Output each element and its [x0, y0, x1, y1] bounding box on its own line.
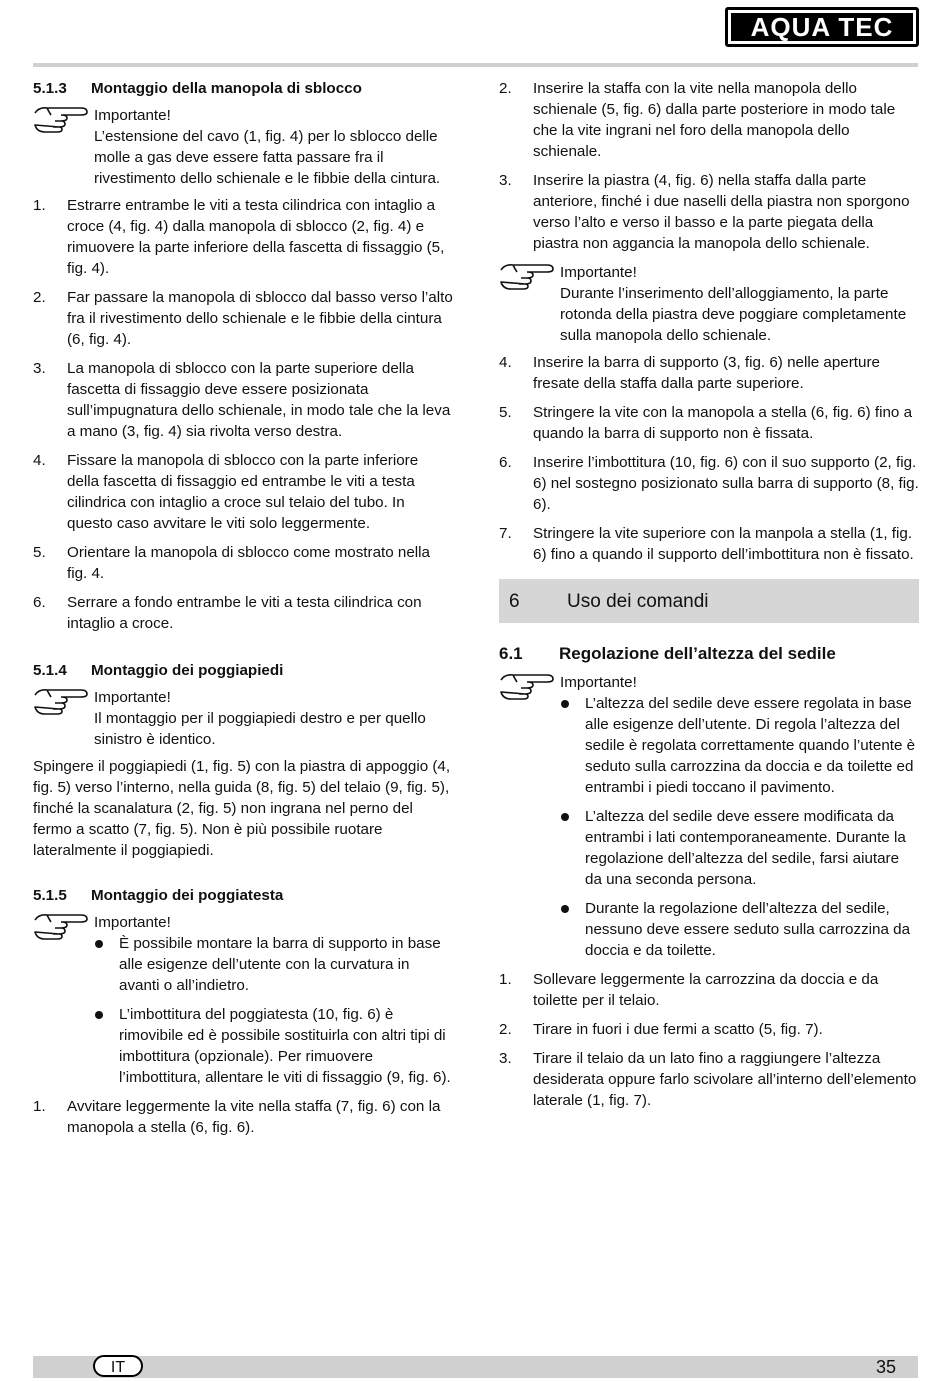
list-item: [33, 592, 453, 634]
list-item: [499, 969, 919, 1011]
step-text: Stringere la vite superiore con la manpola a stella (1, fig. 6) fino a quando il supporto dell’imbottitura non è fissato.: [533, 525, 914, 563]
section-6-1-heading: [499, 643, 919, 664]
list-item: [499, 1048, 919, 1111]
important-label: Importante!: [94, 689, 171, 706]
important-note: [499, 262, 919, 346]
step-text: Orientare la manopola di sblocco come mostrato nella fig. 4.: [67, 544, 430, 582]
pointing-hand-icon: [33, 103, 89, 133]
step-text: Avvitare leggermente la vite nella staffa (7, fig. 6) con la manopola a stella (6, fig. 6).: [67, 1098, 441, 1136]
step-number: 3.: [499, 172, 512, 189]
list-item: [499, 170, 919, 254]
step-number: 6.: [33, 594, 46, 611]
pointing-hand-icon: [499, 260, 555, 290]
step-number: 1.: [33, 197, 46, 214]
step-text: Sollevare leggermente la carrozzina da doccia e da toilette per il telaio.: [533, 971, 879, 1009]
step-text: Inserire la staffa con la vite nella manopola dello schienale (5, fig. 6) dalla parte posteriore in modo tale che la vite ingrani nel foro della manopola dello schienale.: [533, 80, 896, 160]
step-text: Inserire la barra di supporto (3, fig. 6) nelle aperture fresate della staffa dalla parte superiore.: [533, 354, 880, 392]
list-item: È possibile montare la barra di supporto in base alle esigenze dell’utente con la curvatura in avanti o all’indietro.: [94, 933, 453, 996]
step-text: Tirare in fuori i due fermi a scatto (5, fig. 7).: [533, 1021, 823, 1038]
section-5-1-4-heading: [33, 660, 453, 681]
section-number: 5.1.4: [33, 662, 67, 679]
list-item: [499, 402, 919, 444]
note-text: Il montaggio per il poggiapiedi destro e per quello sinistro è identico.: [94, 710, 426, 748]
pointing-hand-icon: [499, 670, 555, 700]
steps-list: [33, 195, 453, 634]
bullet-list: [94, 933, 453, 1088]
step-number: 5.: [499, 404, 512, 421]
list-item: [33, 542, 453, 584]
important-note: [33, 105, 453, 189]
section-5-1-5-heading: [33, 885, 453, 906]
section-title: Regolazione dell’altezza del sedile: [559, 644, 836, 663]
list-item: [33, 287, 453, 350]
step-number: 2.: [33, 289, 46, 306]
aquatec-logo: [725, 7, 919, 47]
section-title: Montaggio dei poggiapiedi: [91, 662, 284, 679]
list-item: [33, 450, 453, 534]
list-item: [33, 195, 453, 279]
paragraph: Spingere il poggiapiedi (1, fig. 5) con la piastra di appoggio (4, fig. 5) verso l’interno, nella guida (8, fig. 5) del telaio (9, fig. 5), finché la scanalatura (2, fig. 5) non ingrana nel perno del fermo a scatto (7, fig. 5). Non è più possibile ruotare lateralmente il poggiapiedi.: [33, 758, 451, 859]
important-label: Importante!: [94, 107, 171, 124]
chapter-number: 6: [509, 590, 520, 612]
list-item: L’altezza del sedile deve essere modificata da entrambi i lati contemporaneamente. Durante la regolazione dell’altezza del sedile, farsi aiutare da una seconda persona.: [560, 806, 919, 890]
list-item: [499, 352, 919, 394]
step-text: Inserire l’imbottitura (10, fig. 6) con il suo supporto (2, fig. 6) nel sostegno posizionato sulla barra di supporto (8, fig. 6).: [533, 454, 919, 513]
list-item: L’altezza del sedile deve essere regolata in base alle esigenze dell’utente. Di regola l’altezza del sedile è regolata correttamente quando l’utente è seduto sulla carrozzina da doccia e da toilette ed entrambi i piedi toccano il pavimento.: [560, 693, 919, 798]
section-5-1-3-heading: [33, 78, 453, 99]
section-number: 5.1.5: [33, 887, 67, 904]
important-note: [33, 912, 453, 1088]
important-note: [33, 687, 453, 750]
step-number: 4.: [33, 452, 46, 469]
step-text: La manopola di sblocco con la parte superiore della fascetta di fissaggio deve essere posizionata sull’impugnatura dello schienale, in modo tale che la leva a mano (3, fig. 4) sia rivolta verso destra.: [67, 360, 451, 440]
step-number: 3.: [33, 360, 46, 377]
right-column: [499, 78, 919, 1119]
bullet-list: [560, 693, 919, 961]
step-text: Estrarre entrambe le viti a testa cilindrica con intaglio a croce (4, fig. 4) dalla manopola di sblocco (2, fig. 4) e rimuovere la parte inferiore della fascetta di fissaggio (5, fig. 4).: [67, 197, 445, 277]
step-number: 1.: [33, 1098, 46, 1115]
list-item: [33, 358, 453, 442]
step-number: 5.: [33, 544, 46, 561]
footer-bar: [33, 1356, 918, 1378]
chapter-title: Uso dei comandi: [567, 590, 709, 612]
step-text: Inserire la piastra (4, fig. 6) nella staffa dalla parte anteriore, finché i due naselli della piastra non sporgono verso l’alto e verso il basso e la parte piegata della piastra non aggancia la manopola dello schienale.: [533, 172, 910, 252]
list-item: L’imbottitura del poggiatesta (10, fig. 6) è rimovibile ed è possibile sostituirla con altri tipi di imbottitura (opzionale). Per rimuovere l’imbottitura, allentare le viti di fissaggio (9, fig. 6).: [94, 1004, 453, 1088]
step-number: 2.: [499, 1021, 512, 1038]
step-text: Far passare la manopola di sblocco dal basso verso l’alto fra il rivestimento dello schienale e le fibbie della cintura (6, fig. 4).: [67, 289, 453, 348]
list-item: [499, 452, 919, 515]
step-text: Serrare a fondo entrambe le viti a testa cilindrica con intaglio a croce.: [67, 594, 422, 632]
list-item: [499, 523, 919, 565]
logo-text: AQUA TEC: [731, 13, 913, 41]
step-number: 2.: [499, 80, 512, 97]
section-title: Montaggio della manopola di sblocco: [91, 80, 362, 97]
step-number: 4.: [499, 354, 512, 371]
header-rule: [33, 63, 918, 67]
important-label: Importante!: [560, 674, 637, 691]
step-number: 7.: [499, 525, 512, 542]
left-column: [33, 78, 453, 1146]
list-item: Durante la regolazione dell’altezza del sedile, nessuno deve essere seduto sulla carrozzina da doccia e da toilette.: [560, 898, 919, 961]
important-note: [499, 672, 919, 961]
section-number: 5.1.3: [33, 80, 67, 97]
steps-list: [499, 352, 919, 565]
language-badge: IT: [93, 1355, 143, 1377]
steps-list: [33, 1096, 453, 1138]
note-text: L’estensione del cavo (1, fig. 4) per lo sblocco delle molle a gas deve essere fatta passare fra il rivestimento dello schienale e le fibbie della cintura.: [94, 128, 441, 187]
important-label: Importante!: [94, 914, 171, 931]
note-text: Durante l’inserimento dell’alloggiamento, la parte rotonda della piastra deve poggiare completamente sulla manopola dello schienale.: [560, 285, 907, 344]
step-number: 3.: [499, 1050, 512, 1067]
chapter-6-heading: [499, 579, 919, 623]
step-text: Tirare il telaio da un lato fino a raggiungere l’altezza desiderata oppure farlo scivolare all’interno dell’elemento laterale (1, fig. 7).: [533, 1050, 917, 1109]
list-item: [499, 78, 919, 162]
step-number: 6.: [499, 454, 512, 471]
list-item: [499, 1019, 919, 1040]
section-number: 6.1: [499, 644, 523, 663]
steps-list: [499, 969, 919, 1111]
list-item: [33, 1096, 453, 1138]
important-label: Importante!: [560, 264, 637, 281]
section-title: Montaggio dei poggiatesta: [91, 887, 284, 904]
step-number: 1.: [499, 971, 512, 988]
step-text: Fissare la manopola di sblocco con la parte inferiore della fascetta di fissaggio ed entrambe le viti a testa cilindrica con intaglio a croce sul telaio del tubo. In questo caso avvitare le viti solo leggermente.: [67, 452, 419, 532]
pointing-hand-icon: [33, 910, 89, 940]
step-text: Stringere la vite con la manopola a stella (6, fig. 6) fino a quando la barra di supporto non è fissata.: [533, 404, 913, 442]
page-number: 35: [875, 1357, 896, 1377]
steps-list: [499, 78, 919, 254]
pointing-hand-icon: [33, 685, 89, 715]
